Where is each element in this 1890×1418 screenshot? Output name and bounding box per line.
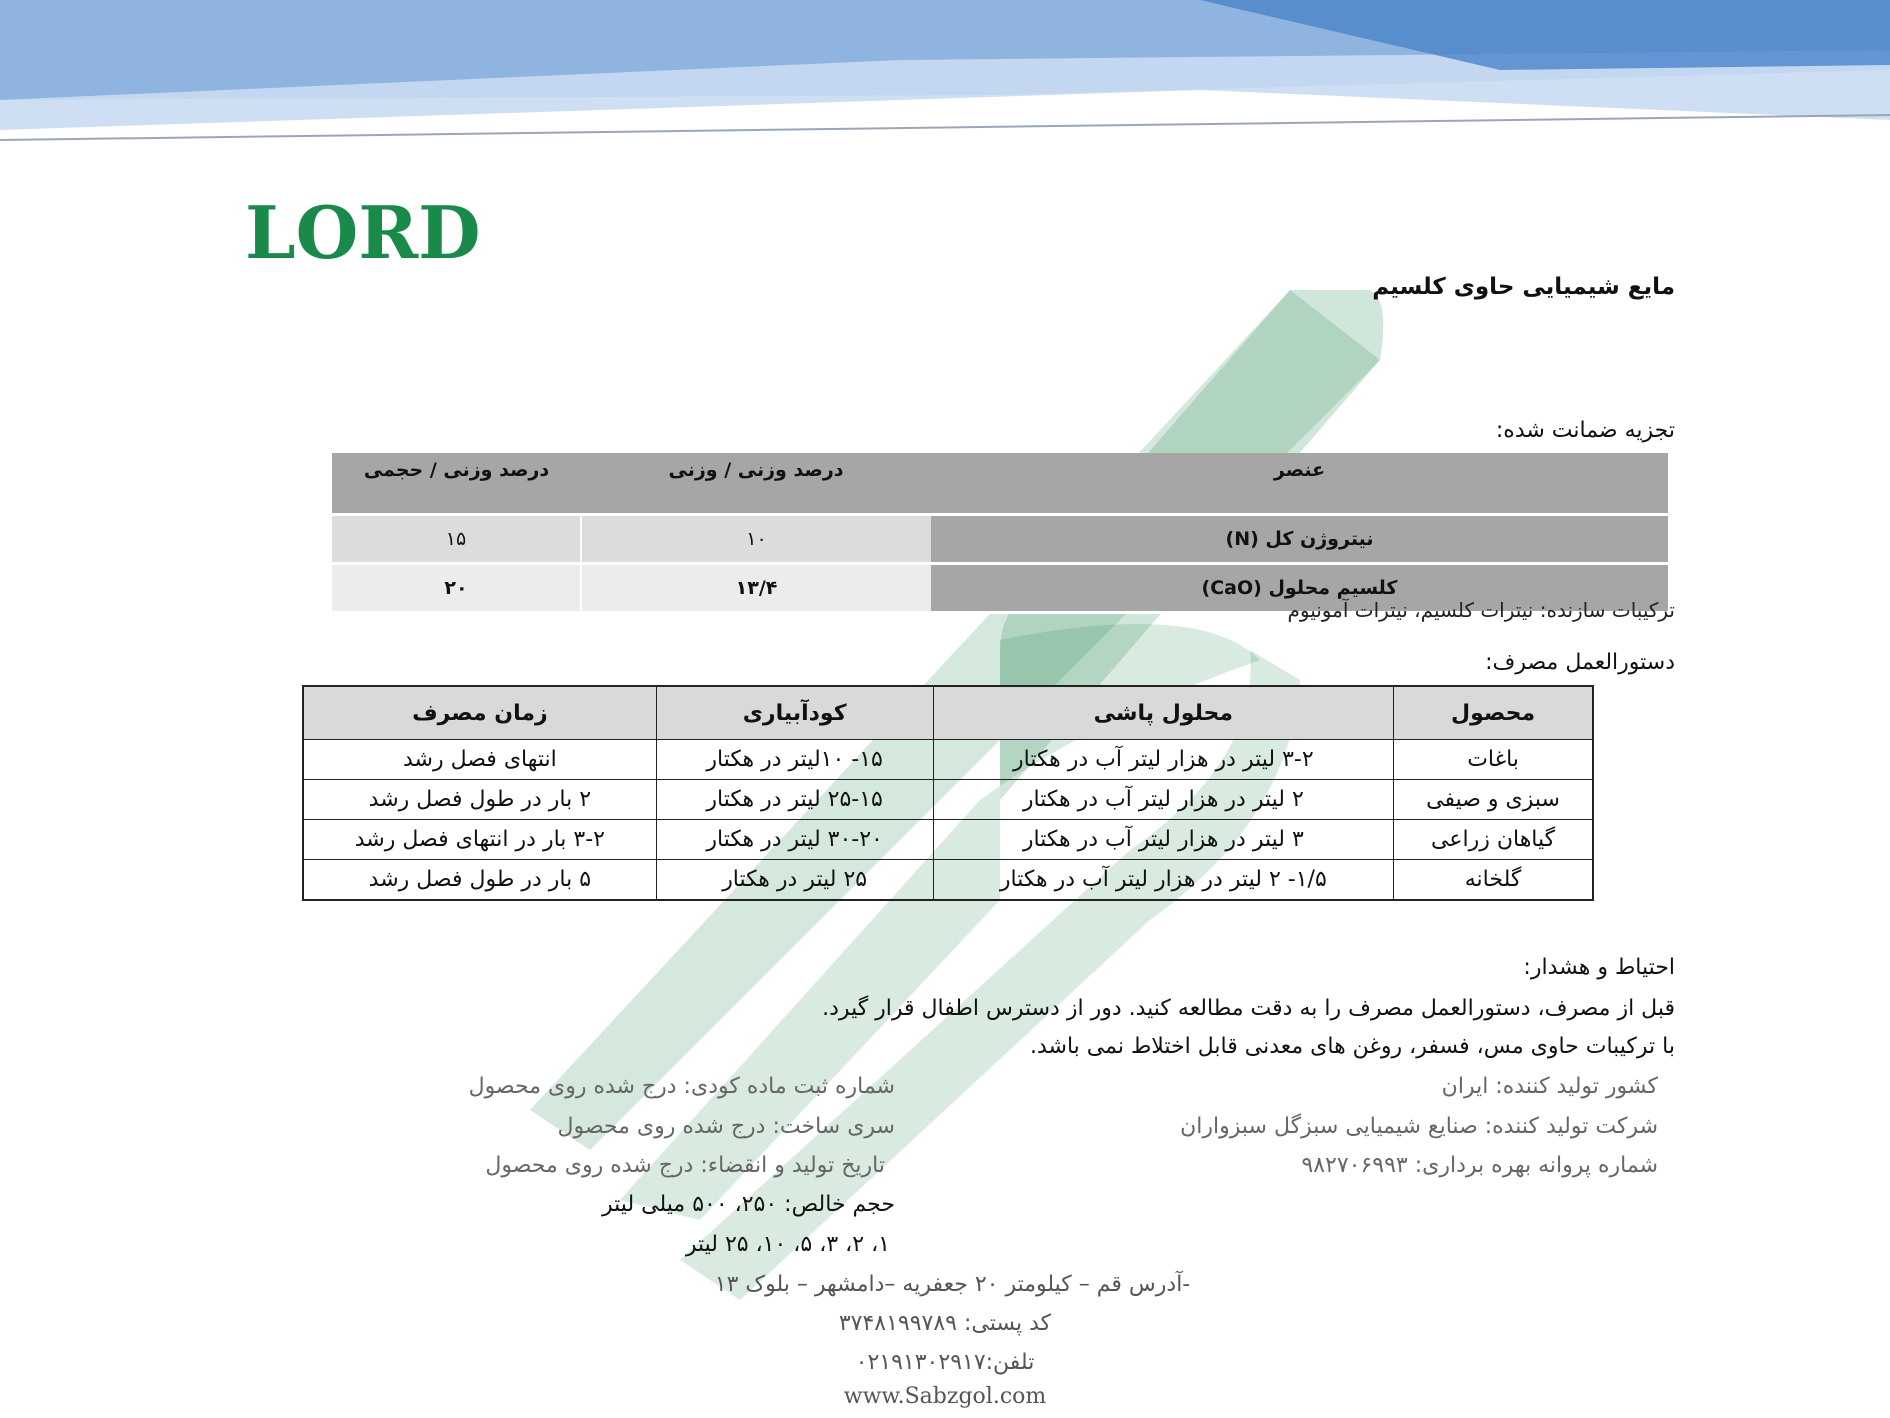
- product-title: مایع شیمیایی حاوی کلسیم: [1372, 274, 1675, 300]
- batch-series: سری ساخت: درج شده روی محصول: [557, 1114, 895, 1139]
- analysis-cell: ۲۰: [332, 564, 581, 613]
- usage-cell: ۳-۲ بار در انتهای فصل رشد: [303, 820, 656, 860]
- usage-cell: ۳۰-۲۰ لیتر در هکتار: [656, 820, 933, 860]
- usage-row: [303, 740, 1593, 780]
- lord-logo: [245, 190, 510, 275]
- usage-cell: ۲۵-۱۵ لیتر در هکتار: [656, 780, 933, 820]
- caution-heading: احتیاط و هشدار:: [1523, 955, 1675, 980]
- header-banner: [0, 0, 1890, 150]
- analysis-header-wv: درصد وزنی / حجمی: [332, 453, 581, 515]
- postal-code: کد پستی: ۳۷۴۸۱۹۹۷۸۹: [838, 1311, 1052, 1336]
- analysis-row: [332, 515, 1668, 564]
- usage-header-fertigation: کودآبیاری: [656, 686, 933, 740]
- usage-heading: دستورالعمل مصرف:: [1485, 650, 1675, 675]
- usage-cell: ۳-۲ لیتر در هزار لیتر آب در هکتار: [933, 740, 1394, 780]
- logo-text: LORD: [245, 190, 481, 275]
- usage-table: [302, 685, 1594, 901]
- analysis-cell: نیتروژن کل (N): [931, 515, 1668, 564]
- producer-company: شرکت تولید کننده: صنایع شیمیایی سبزگل سبزواران: [1180, 1114, 1658, 1139]
- analysis-cell: ۱۰: [581, 515, 931, 564]
- net-volume: حجم خالص: ۲۵۰، ۵۰۰ میلی لیتر: [602, 1192, 895, 1217]
- usage-cell: ۳ لیتر در هزار لیتر آب در هکتار: [933, 820, 1394, 860]
- usage-cell: ۲ بار در طول فصل رشد: [303, 780, 656, 820]
- website-link[interactable]: www.Sabzgol.com: [843, 1384, 1047, 1409]
- usage-cell: ۱/۵- ۲ لیتر در هزار لیتر آب در هکتار: [933, 860, 1394, 901]
- usage-cell: ۲۵ لیتر در هکتار: [656, 860, 933, 901]
- usage-cell: انتهای فصل رشد: [303, 740, 656, 780]
- analysis-cell: کلسیم محلول (CaO): [931, 564, 1668, 613]
- caution-line-1: قبل از مصرف، دستورالعمل مصرف را به دقت مطالعه کنید. دور از دسترس اطفال قرار گیرد.: [822, 996, 1675, 1021]
- analysis-heading: تجزیه ضمانت شده:: [1495, 418, 1675, 443]
- usage-row: [303, 780, 1593, 820]
- license-number: شماره پروانه بهره برداری: ۹۸۲۷۰۶۹۹۳: [1301, 1153, 1658, 1178]
- usage-header-product: محصول: [1394, 686, 1593, 740]
- address-line: -آدرس قم – کیلومتر ۲۰ جعفریه –دامشهر – بلوک ۱۳: [714, 1272, 1191, 1297]
- analysis-cell: ۱۵: [332, 515, 581, 564]
- producer-country: کشور تولید کننده: ایران: [1441, 1074, 1658, 1099]
- usage-header-row: [303, 686, 1593, 740]
- usage-row: [303, 860, 1593, 901]
- production-dates: تاریخ تولید و انقضاء: درج شده روی محصول: [485, 1153, 885, 1178]
- usage-cell: گلخانه: [1394, 860, 1593, 901]
- phone-number: تلفن:۰۲۱۹۱۳۰۲۹۱۷: [855, 1350, 1035, 1375]
- usage-cell: ۱۵- ۱۰لیتر در هکتار: [656, 740, 933, 780]
- usage-cell: باغات: [1394, 740, 1593, 780]
- usage-row: [303, 820, 1593, 860]
- ingredients-note: ترکیبات سازنده: نیترات کلسیم، نیترات آمونیوم: [1287, 598, 1675, 622]
- analysis-header-element: عنصر: [931, 453, 1668, 515]
- analysis-cell: ۱۳/۴: [581, 564, 931, 613]
- usage-cell: گیاهان زراعی: [1394, 820, 1593, 860]
- analysis-table: [332, 453, 1668, 614]
- usage-header-timing: زمان مصرف: [303, 686, 656, 740]
- caution-line-2: با ترکیبات حاوی مس، فسفر، روغن های معدنی قابل اختلاط نمی باشد.: [1029, 1034, 1675, 1059]
- usage-cell: سبزی و صیفی: [1394, 780, 1593, 820]
- analysis-header-row: [332, 453, 1668, 515]
- usage-cell: ۲ لیتر در هزار لیتر آب در هکتار: [933, 780, 1394, 820]
- usage-header-foliar: محلول پاشی: [933, 686, 1394, 740]
- analysis-header-ww: درصد وزنی / وزنی: [581, 453, 931, 515]
- registration-number: شماره ثبت ماده کودی: درج شده روی محصول: [468, 1074, 895, 1099]
- usage-cell: ۵ بار در طول فصل رشد: [303, 860, 656, 901]
- net-volume-liters: ۱، ۲، ۳، ۵، ۱۰، ۲۵ لیتر: [685, 1232, 890, 1257]
